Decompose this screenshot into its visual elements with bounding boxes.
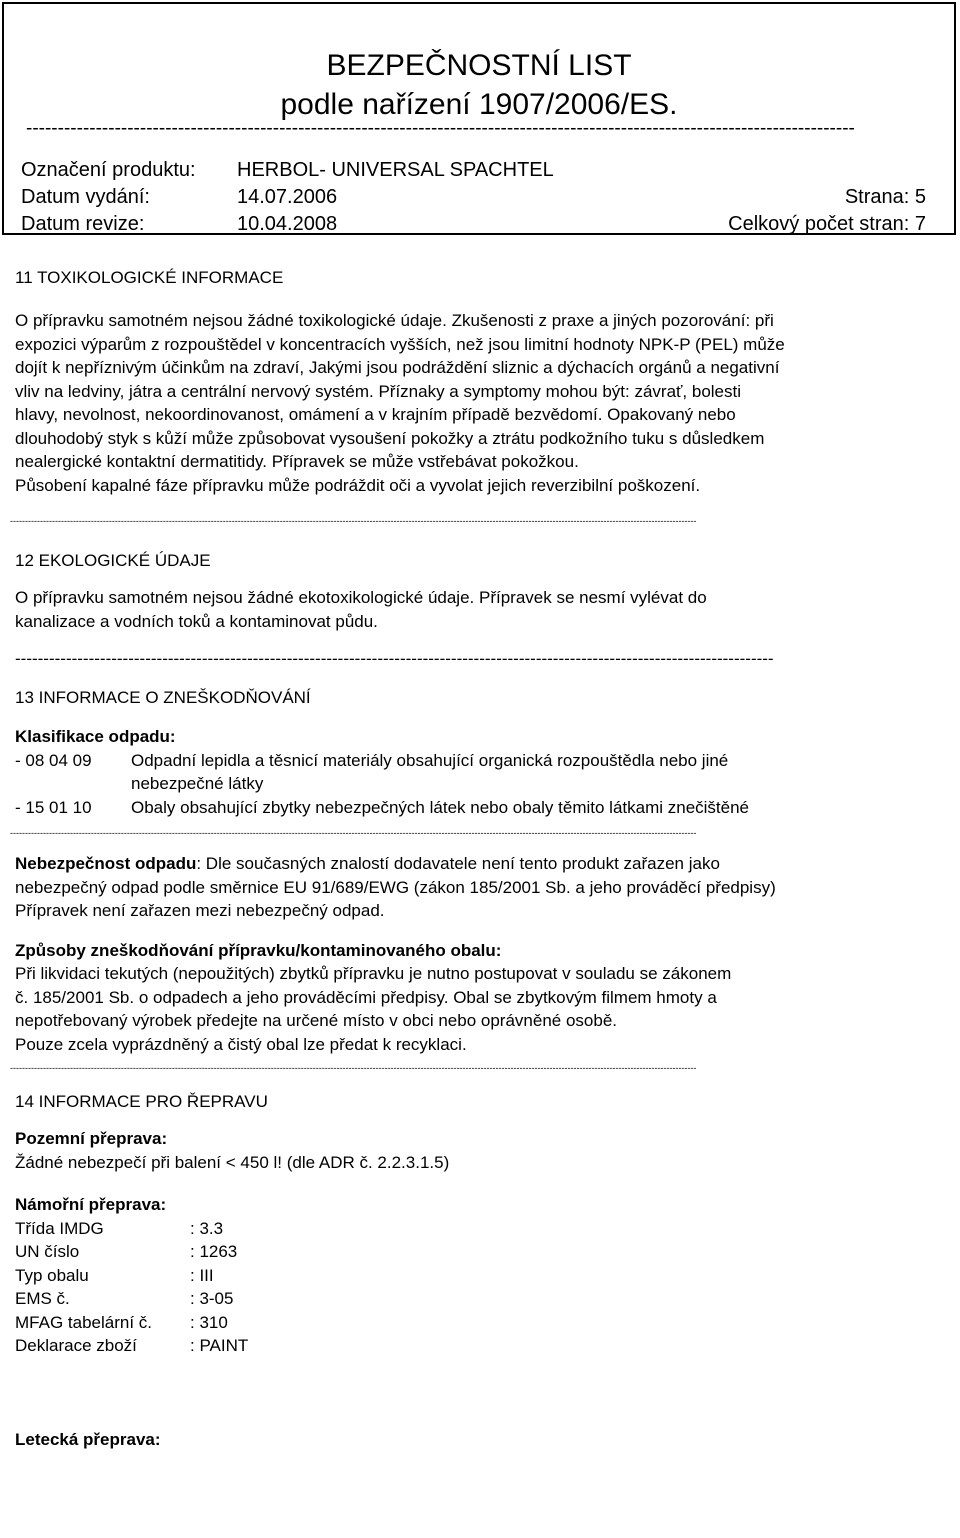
sea-transport-field: Typ obalu bbox=[15, 1265, 89, 1285]
section-11-line: nealergické kontaktní dermatitidy. Přípravek se může vstřebávat pokožkou. bbox=[15, 452, 579, 471]
issue-date-value: 14.07.2006 bbox=[237, 186, 338, 208]
sea-transport-value: : 3.3 bbox=[190, 1218, 224, 1238]
sea-transport-field: Deklarace zboží bbox=[15, 1336, 137, 1355]
section-13-heading: 13 INFORMACE O ZNEŠKODŇOVÁNÍ bbox=[15, 688, 311, 707]
sea-transport-value: : PAINT bbox=[190, 1336, 249, 1355]
sea-transport-row bbox=[15, 1334, 950, 1358]
section-11-text bbox=[15, 309, 950, 497]
sea-transport-field: EMS č. bbox=[15, 1289, 70, 1308]
waste-hazard-line: nebezpečný odpad podle směrnice EU 91/689/EWG (zákon 185/2001 Sb. a jeho prováděcí předpisy) bbox=[15, 877, 776, 897]
product-value: HERBOL- UNIVERSAL SPACHTEL bbox=[237, 159, 554, 181]
land-transport-label: Pozemní přeprava: bbox=[15, 1129, 168, 1148]
page-number: Strana: 5 bbox=[844, 186, 926, 208]
section-11-line: O přípravku samotném nejsou žádné toxikologické údaje. Zkušenosti z praxe a jiných pozorování: při bbox=[15, 311, 774, 330]
sea-transport-value: : III bbox=[190, 1265, 214, 1285]
disposal-line: nepotřebovaný výrobek předejte na určené místo v obci nebo oprávněné osobě. bbox=[15, 1011, 618, 1030]
document-header bbox=[2, 2, 956, 235]
waste-code-row bbox=[15, 749, 950, 796]
waste-hazard-text: : Dle současných znalostí dodavatele není tento produkt zařazen jako bbox=[196, 854, 720, 873]
sea-transport-label: Námořní přeprava: bbox=[15, 1195, 167, 1214]
sea-transport-row bbox=[15, 1287, 950, 1311]
air-transport-label: Letecká přeprava: bbox=[15, 1429, 161, 1449]
total-pages: Celkový počet stran: 7 bbox=[728, 213, 926, 235]
sea-transport-row bbox=[15, 1240, 950, 1264]
section-divider: ------------------------------------------------------------------------------------------------------------------------------------------------------------------------------------------------------------------------------------- bbox=[10, 828, 697, 838]
section-divider: ------------------------------------------------------------------------------------------------------------------------------------------------------------------------------------------------------------------------------------- bbox=[10, 516, 697, 526]
disposal-line: Při likvidaci tekutých (nepoužitých) zbytků přípravku je nutno postupovat v souladu se zákonem bbox=[15, 964, 732, 983]
issue-date-label: Datum vydání: bbox=[21, 186, 150, 208]
section-11-line: dlouhodobý styk s kůží může způsobovat vysoušení pokožky a ztrátu podkožního tuku s důsledkem bbox=[15, 428, 765, 448]
waste-description: Odpadní lepidla a těsnicí materiály obsahující organická rozpouštědla nebo jiné bbox=[131, 750, 729, 770]
section-11-line: Působení kapalné fáze přípravku může podráždit oči a vyvolat jejich reverzibilní poškození. bbox=[15, 475, 701, 495]
sea-transport-field: Třída IMDG bbox=[15, 1218, 104, 1238]
sea-transport-field: MFAG tabelární č. bbox=[15, 1312, 152, 1332]
sea-transport-row bbox=[15, 1311, 950, 1335]
document-body bbox=[10, 266, 950, 1451]
waste-description: Obaly obsahující zbytky nebezpečných látek nebo obaly těmito látkami znečištěné bbox=[131, 797, 750, 817]
waste-code: - 15 01 10 bbox=[15, 797, 92, 817]
waste-code: - 08 04 09 bbox=[15, 750, 92, 770]
section-11-line: expozici výparům z rozpouštědel v koncentracích vyšších, než jsou limitní hodnoty NPK-P (PEL) může bbox=[15, 334, 785, 354]
product-label: Označení produktu: bbox=[21, 159, 196, 181]
section-divider: ------------------------------------------------------------------------------------------------------------------------------------------------------------------------------------------------------------------------------------- bbox=[10, 1063, 697, 1073]
section-12-line: kanalizace a vodních toků a kontaminovat půdu. bbox=[15, 611, 378, 631]
section-11-line: vliv na ledviny, játra a centrální nervový systém. Příznaky a symptomy mohou být: závrať, bolesti bbox=[15, 381, 742, 401]
sea-transport-row bbox=[15, 1217, 950, 1241]
section-12-heading: 12 EKOLOGICKÉ ÚDAJE bbox=[15, 551, 211, 570]
section-14-heading: 14 INFORMACE PRO ŘEPRAVU bbox=[15, 1092, 268, 1111]
revision-date-value: 10.04.2008 bbox=[237, 213, 338, 235]
sea-transport-value: : 3-05 bbox=[190, 1289, 234, 1308]
disposal-line: č. 185/2001 Sb. o odpadech a jeho prováděcími předpisy. Obal se zbytkovým filmem hmoty a bbox=[15, 987, 717, 1007]
sea-transport-value: : 1263 bbox=[190, 1242, 238, 1261]
sea-transport-value: : 310 bbox=[190, 1312, 228, 1332]
section-divider: -------------------------------------------------------------------------------------------------------------------------------------- bbox=[15, 649, 774, 668]
section-11-heading: 11 TOXIKOLOGICKÉ INFORMACE bbox=[15, 268, 284, 287]
revision-date-label: Datum revize: bbox=[21, 213, 145, 235]
disposal-methods-label: Způsoby zneškodňování přípravku/kontaminovaného obalu: bbox=[15, 940, 502, 960]
sea-transport-row bbox=[15, 1264, 950, 1288]
waste-code-row bbox=[15, 796, 950, 820]
waste-classification-label: Klasifikace odpadu: bbox=[15, 727, 176, 746]
sea-transport-field: UN číslo bbox=[15, 1242, 80, 1261]
waste-hazard-label: Nebezpečnost odpadu bbox=[15, 854, 197, 873]
document-subtitle: podle nařízení 1907/2006/ES. bbox=[280, 88, 678, 121]
document-title: BEZPEČNOSTNÍ LIST bbox=[326, 49, 632, 82]
land-transport-text: Žádné nebezpečí při balení < 450 l! (dle ADR č. 2.2.3.1.5) bbox=[15, 1152, 450, 1172]
header-dash-separator: ----------------------------------------------------------------------------------------------------------------------------------- bbox=[26, 118, 855, 139]
disposal-line: Pouze zcela vyprázdněný a čistý obal lze předat k recyklaci. bbox=[15, 1034, 467, 1054]
section-12-line: O přípravku samotném nejsou žádné ekotoxikologické údaje. Přípravek se nesmí vylévat do bbox=[15, 588, 707, 607]
section-11-line: dojít k nepříznivým účinkům na zdraví, Jakými jsou podráždění sliznic a dýchacích orgánů a negativní bbox=[15, 358, 780, 377]
waste-hazard-paragraph bbox=[15, 852, 950, 876]
waste-description-cont: nebezpečné látky bbox=[131, 774, 264, 793]
section-11-line: hlavy, nevolnost, nekoordinovanost, omámení a v krajním případě bezvědomí. Opakovaný nebo bbox=[15, 405, 736, 424]
waste-hazard-line: Přípravek není zařazen mezi nebezpečný odpad. bbox=[15, 901, 385, 920]
